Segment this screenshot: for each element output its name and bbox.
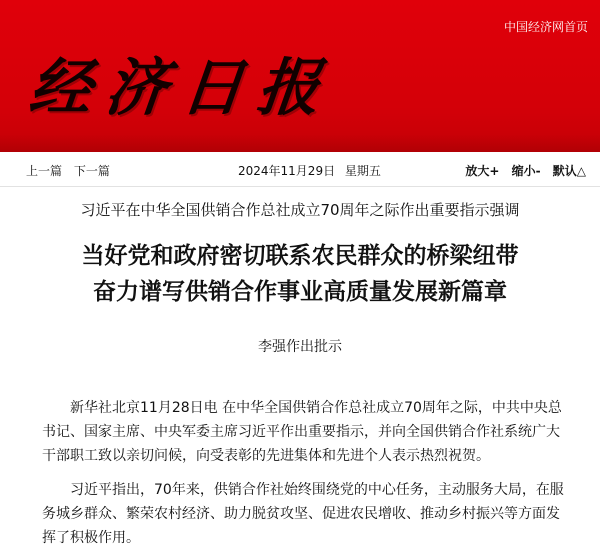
prev-article-link[interactable]: 上一篇 xyxy=(26,164,63,178)
article-paragraph: 习近平指出，70年来，供销合作社始终围绕党的中心任务，主动服务大局，在服务城乡群众、繁荣农村经济、助力脱贫攻坚、促进农民增收、推动乡村振兴等方面发挥了积极作用。 xyxy=(42,482,564,546)
title-line-1: 当好党和政府密切联系农民群众的桥梁纽带 xyxy=(81,243,519,269)
date-text: 2024年11月29日 xyxy=(238,164,336,178)
home-link[interactable]: 中国经济网首页 xyxy=(503,20,588,34)
zoom-out-button[interactable]: 缩小- xyxy=(511,164,541,178)
masthead-banner xyxy=(0,0,600,152)
article-body xyxy=(0,199,600,550)
article-toolbar xyxy=(0,152,600,187)
font-size-controls xyxy=(457,162,586,179)
default-size-button[interactable]: 默认△ xyxy=(552,164,586,178)
article-paragraph: 新华社北京11月28日电 在中华全国供销合作总社成立70周年之际，中共中央总书记、国家主席、中央军委主席习近平作出重要指示，并向全国供销合作社系统广大干部职工致以亲切问候，向受表彰的先进集体和先进个人表示热烈祝贺。 xyxy=(42,400,562,464)
article-subtitle: 李强作出批示 xyxy=(258,339,342,355)
issue-date xyxy=(238,162,381,179)
article-nav xyxy=(26,162,118,179)
zoom-in-button[interactable]: 放大+ xyxy=(465,164,500,178)
article-pretitle: 习近平在中华全国供销合作总社成立70周年之际作出重要指示强调 xyxy=(80,201,520,219)
article-title xyxy=(0,238,600,310)
weekday-text: 星期五 xyxy=(344,164,381,178)
next-article-link[interactable]: 下一篇 xyxy=(73,164,110,178)
newspaper-logo: 经济日报 xyxy=(25,51,338,124)
title-line-2: 奋力谱写供销合作事业高质量发展新篇章 xyxy=(93,279,507,305)
